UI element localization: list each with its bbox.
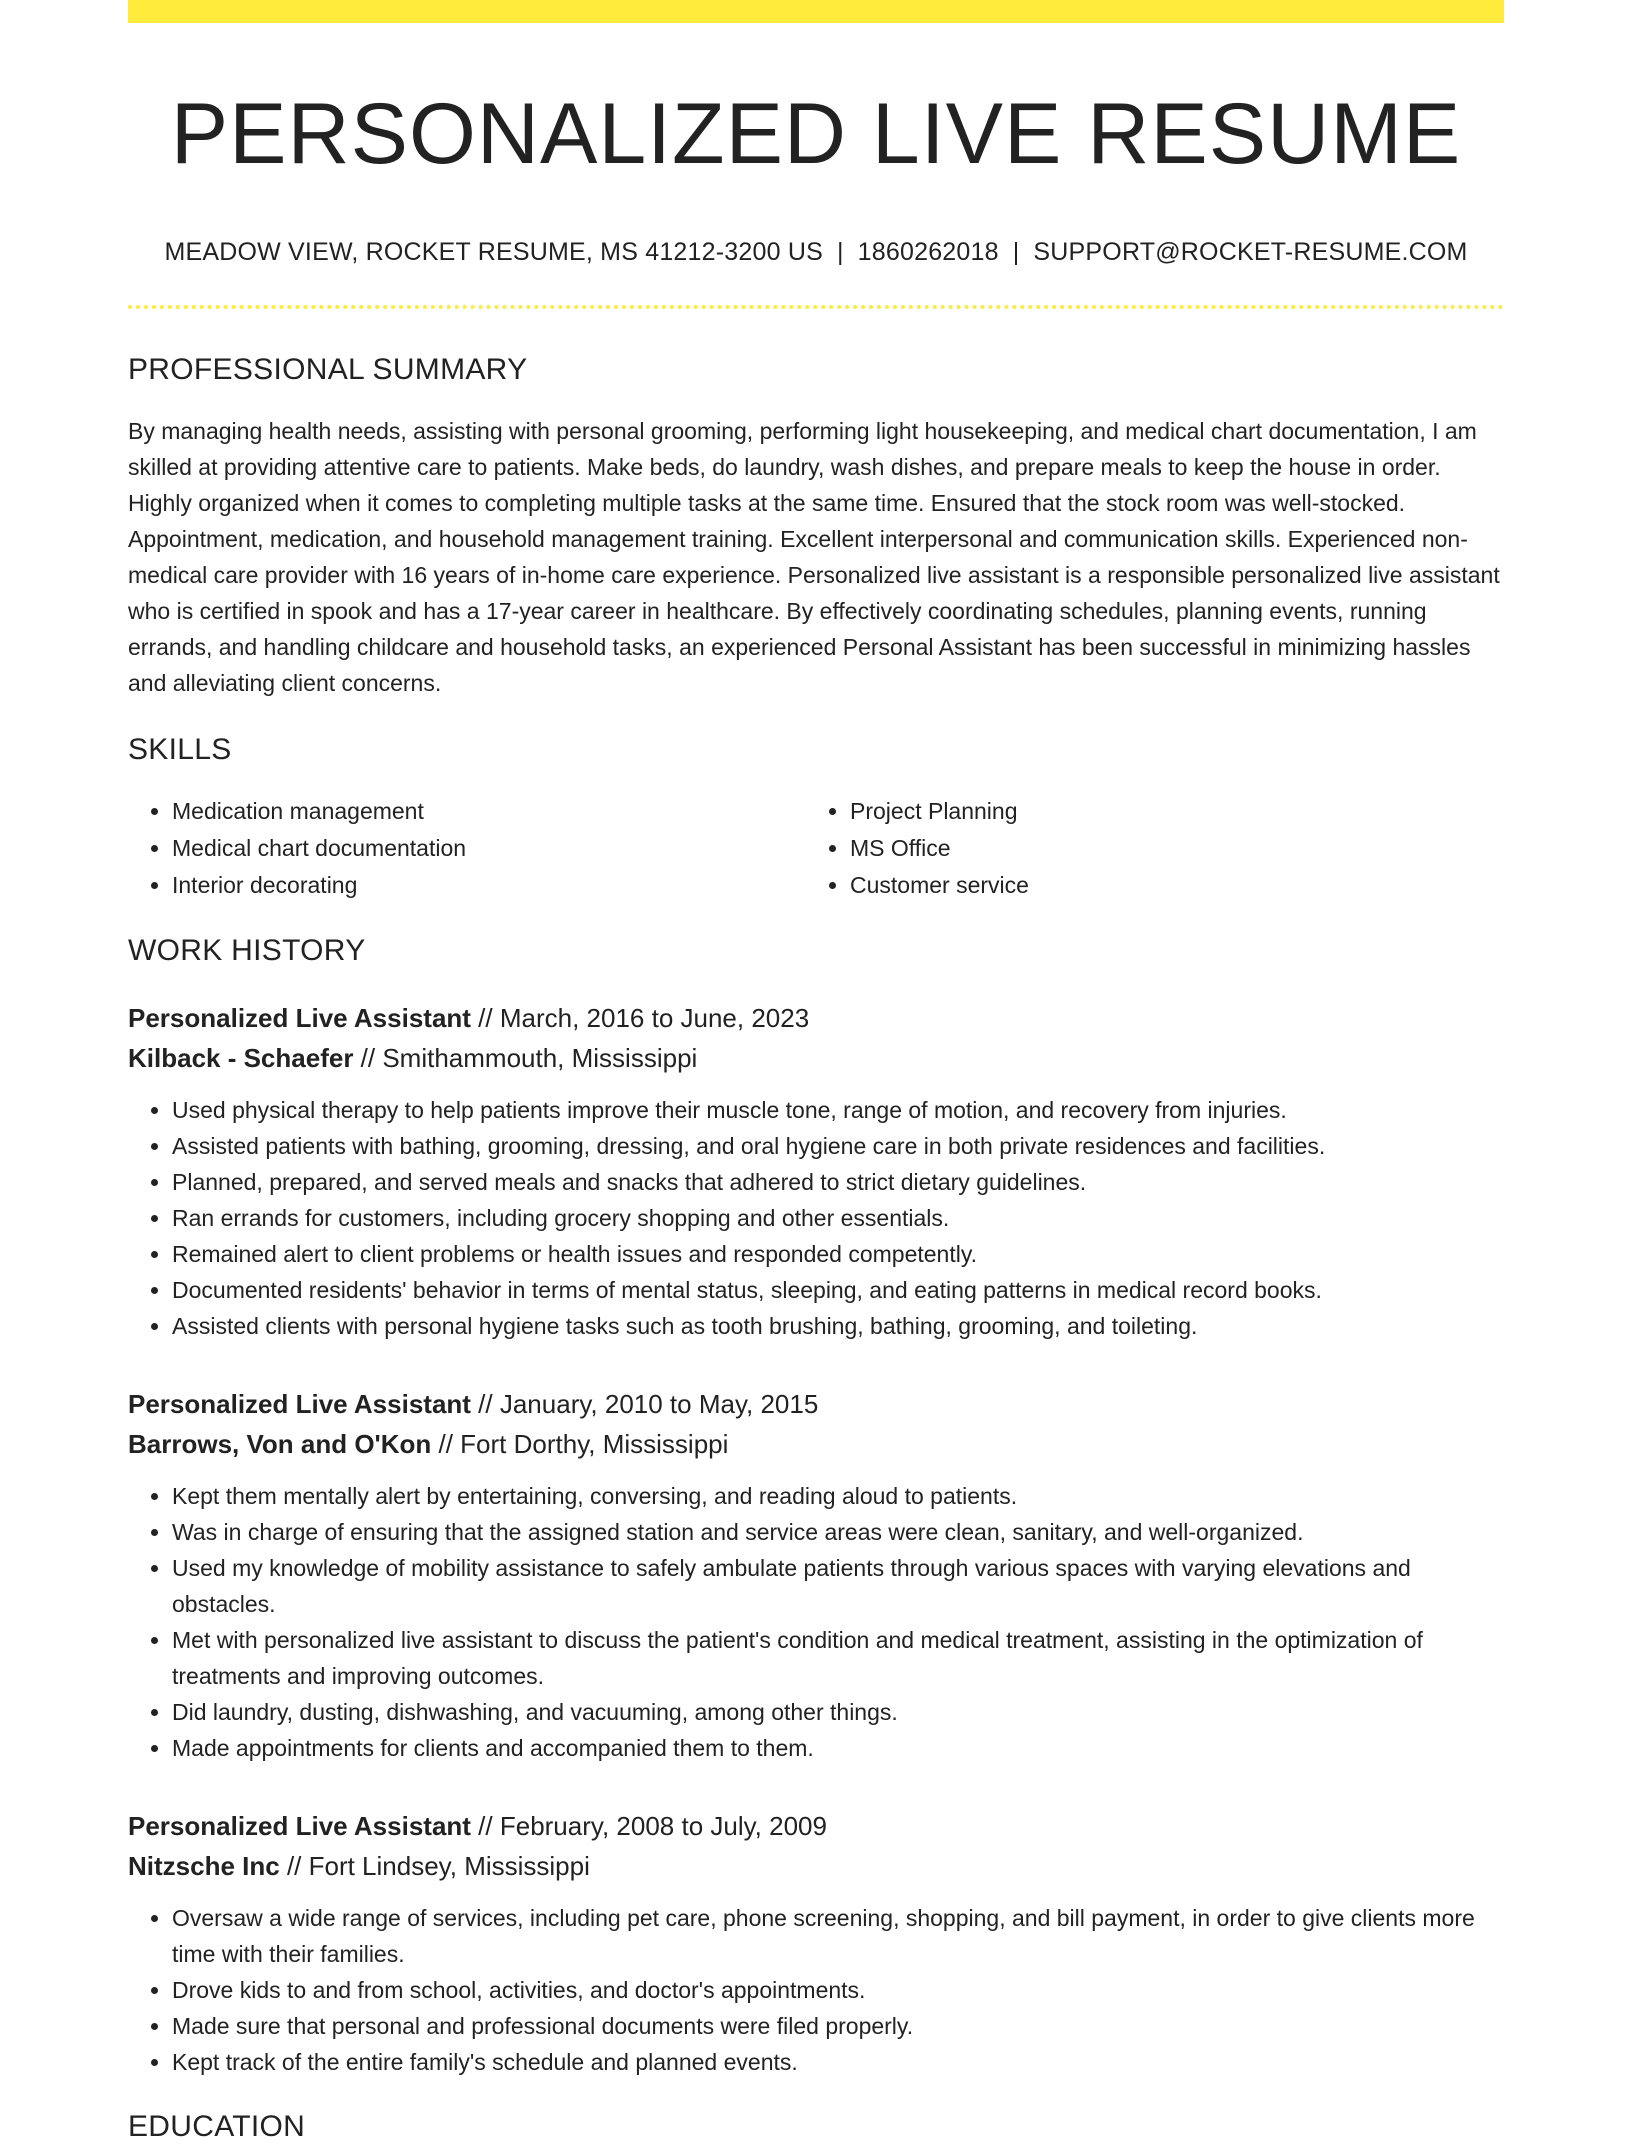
job-company: Kilback - Schaefer — [128, 1043, 354, 1074]
skills-heading: SKILLS — [128, 733, 232, 767]
job-bullet: • Did laundry, dusting, dishwashing, and vacuuming, among other things. — [172, 1694, 1504, 1730]
job-bullet: • Made appointments for clients and accompanied them to them. — [172, 1730, 1504, 1766]
job-bullet: • Kept them mentally alert by entertaining, conversing, and reading aloud to patients. — [172, 1478, 1504, 1514]
job-bullet: • Kept track of the entire family's schedule and planned events. — [172, 2044, 1504, 2080]
job-company: Barrows, Von and O'Kon — [128, 1429, 432, 1460]
education-heading: EDUCATION — [128, 2110, 306, 2144]
skills-column-right — [806, 793, 1484, 904]
job-bullet: • Ran errands for customers, including grocery shopping and other essentials. — [172, 1200, 1504, 1236]
job-company: Nitzsche Inc — [128, 1851, 280, 1882]
job-bullet: • Assisted patients with bathing, grooming, dressing, and oral hygiene care in both private residences and facilities. — [172, 1128, 1504, 1164]
job-bullet: • Met with personalized live assistant to discuss the patient's condition and medical treatment, assisting in the optimization of treatments and improving outcomes. — [172, 1622, 1504, 1694]
skill-item: • Medical chart documentation — [172, 830, 806, 867]
job-title-line — [128, 998, 1504, 1038]
job-entry — [128, 1384, 1504, 1766]
job-bullet: • Was in charge of ensuring that the assigned station and service areas were clean, sanitary, and well-organized. — [172, 1514, 1504, 1550]
job-bullet: • Assisted clients with personal hygiene tasks such as tooth brushing, bathing, grooming, and toileting. — [172, 1308, 1504, 1344]
job-bullet: • Remained alert to client problems or health issues and responded competently. — [172, 1236, 1504, 1272]
job-role: Personalized Live Assistant — [128, 1389, 471, 1420]
job-dates: // February, 2008 to July, 2009 — [470, 1811, 827, 1842]
job-company-line — [128, 1846, 1504, 1886]
job-bullets — [128, 1478, 1504, 1766]
resume-name: PERSONALIZED LIVE RESUME — [170, 86, 1462, 182]
top-accent-bar — [128, 0, 1504, 23]
contact-phone: 1860262018 — [857, 238, 999, 267]
skill-item: • Interior decorating — [172, 867, 806, 904]
skills-column-left — [128, 793, 806, 904]
job-location: // Smithammouth, Mississippi — [353, 1043, 698, 1074]
contact-address: MEADOW VIEW, ROCKET RESUME, MS 41212-3200 US — [164, 238, 823, 267]
job-title-line — [128, 1806, 1504, 1846]
job-bullet: • Drove kids to and from school, activities, and doctor's appointments. — [172, 1972, 1504, 2008]
skill-item: • Medication management — [172, 793, 806, 830]
skill-item: • Customer service — [850, 867, 1484, 904]
job-entry — [128, 998, 1504, 1344]
job-bullets — [128, 1092, 1504, 1344]
job-role: Personalized Live Assistant — [128, 1811, 471, 1842]
job-location: // Fort Lindsey, Mississippi — [279, 1851, 590, 1882]
job-bullet: • Used physical therapy to help patients improve their muscle tone, range of motion, and recovery from injuries. — [172, 1092, 1504, 1128]
work-history-heading: WORK HISTORY — [128, 934, 366, 968]
job-bullet: • Oversaw a wide range of services, including pet care, phone screening, shopping, and bill payment, in order to give clients more time with their families. — [172, 1900, 1504, 1972]
job-entry — [128, 1806, 1504, 2080]
job-title-line — [128, 1384, 1504, 1424]
job-bullet: • Documented residents' behavior in terms of mental status, sleeping, and eating patterns in medical record books. — [172, 1272, 1504, 1308]
job-bullets — [128, 1900, 1504, 2080]
summary-text: By managing health needs, assisting with personal grooming, performing light housekeeping, and medical chart documentation, I am skilled at providing attentive care to patients. Make beds, do laundry, wash dishes, and prepare meals to keep the house in order. Highly organized when it comes to completing multiple tasks at the same time. Ensured that the stock room was well-stocked. Appointment, medication, and household management training. Excellent interpersonal and communication skills. Experienced non-medical care provider with 16 years of in-home care experience. Personalized live assistant is a responsible personalized live assistant who is certified in spook and has a 17-year career in healthcare. By effectively coordinating schedules, planning events, running errands, and handling childcare and household tasks, an experienced Personal Assistant has been successful in minimizing hassles and alleviating client concerns. — [128, 418, 1500, 697]
job-role: Personalized Live Assistant — [128, 1003, 471, 1034]
job-bullet: • Planned, prepared, and served meals and snacks that adhered to strict dietary guidelines. — [172, 1164, 1504, 1200]
skill-item: • MS Office — [850, 830, 1484, 867]
job-dates: // January, 2010 to May, 2015 — [470, 1389, 819, 1420]
contact-separator: | — [836, 238, 844, 267]
job-bullet: • Used my knowledge of mobility assistance to safely ambulate patients through various spaces with varying elevations and obstacles. — [172, 1550, 1504, 1622]
contact-separator: | — [1012, 238, 1020, 267]
job-company-line — [128, 1038, 1504, 1078]
dotted-divider — [128, 305, 1504, 309]
resume-page — [128, 0, 1504, 2144]
skill-item: • Project Planning — [850, 793, 1484, 830]
job-location: // Fort Dorthy, Mississippi — [431, 1429, 729, 1460]
job-company-line — [128, 1424, 1504, 1464]
contact-email: SUPPORT@ROCKET-RESUME.COM — [1033, 238, 1468, 267]
summary-heading: PROFESSIONAL SUMMARY — [128, 353, 528, 387]
contact-line — [128, 238, 1504, 267]
job-dates: // March, 2016 to June, 2023 — [470, 1003, 810, 1034]
job-bullet: • Made sure that personal and professional documents were filed properly. — [172, 2008, 1504, 2044]
skills-list — [128, 793, 1504, 904]
